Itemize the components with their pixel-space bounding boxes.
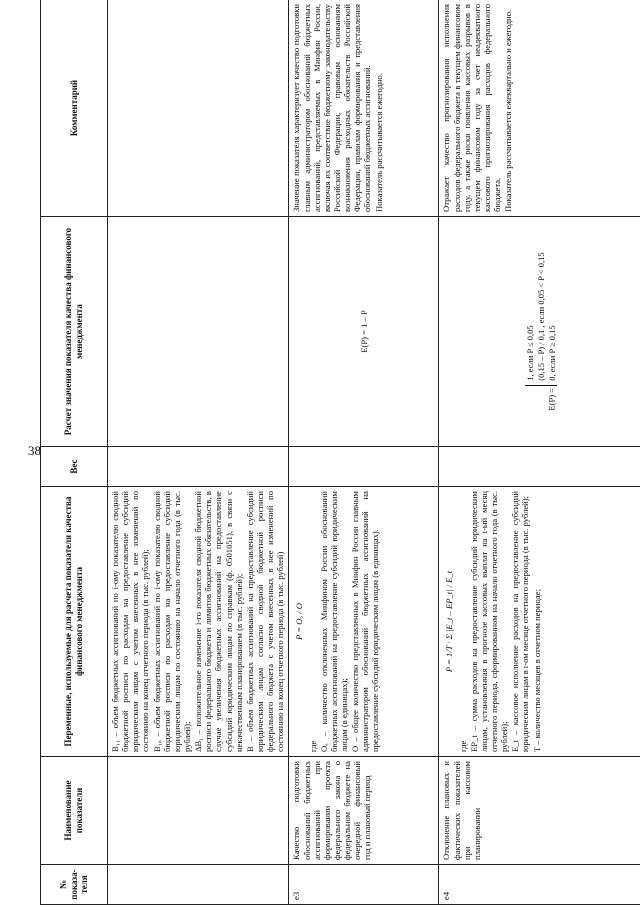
where-label: где	[307, 740, 318, 752]
cell-weight	[439, 447, 640, 487]
table-row-e3	[289, 0, 439, 905]
rotated-page	[40, 0, 640, 905]
cell-num: е4	[439, 865, 640, 905]
var-definition: B₁₁ – объем бюджетных ассигнований по i-ому показателю сводной бюджетной росписи по расходам на предоставление субсидий юридическим лицам с учетом внесенных в нее изменений по состоянию на конец отчетного периода (в тыс. рублей);	[110, 491, 151, 752]
table-row-continuation	[108, 0, 289, 905]
piecewise-brace	[525, 252, 557, 385]
cell-comment	[289, 0, 439, 217]
cell-num: е3	[289, 865, 439, 905]
header-vars: Переменные, используемые для расчета показателя качества финансового менеджмента	[41, 487, 108, 757]
formula: P = Oₐ / O	[294, 603, 305, 640]
var-definition: EP_t – сумма расходов на предоставление субсидий юридическим лицам, установленная в прогнозе кассовых выплат на t-ый месяц отчетного периода, сформированном на начало отчетного года (в тыс. рублей);	[468, 491, 510, 752]
var-definition: ΔB₁ – положительное изменение i-го показателя сводной бюджетной росписи федерального бюджета и лимитов бюджетных обязательств, в случае увеличения бюджетных ассигнований на предоставление субсидий юридическим лицам по справкам (ф. 0501051), в связи с некачественным планированием (в тыс. рублей);	[193, 491, 244, 752]
comment-text: Значение показателя характеризует качество подготовки главным администратором обоснований бюджетных ассигнований, представляемых в Минфин России, включая их соответствие бюджетному законодательству Российской Федерации, правовым основаниям возникновения расходных обязательств Российской Федерации, правилам формирования и представления обоснований бюджетных ассигнований.	[291, 4, 373, 212]
comment-text: Отражает качество прогнозирования исполнения расходов федерального бюджета в текущем финансовом году, а также риски появления кассовых разрывов в текущем финансовом году за счет неадекватного кассового прогнозирования расходов федерального бюджета.	[441, 4, 503, 212]
header-calc: Расчет значения показателя качества финансового менеджмента	[41, 217, 108, 447]
cell-vars	[439, 487, 640, 757]
var-definition: B – объем бюджетных ассигнований на предоставление субсидий юридическим лицам согласно сводной бюджетной росписи федерального бюджета с учетом внесенных в нее изменений по состоянию на конец отчетного периода (в тыс. рублей)	[244, 491, 286, 752]
cell-comment	[439, 0, 640, 217]
calc-case: (0,15 – P) / 0,1 , если 0,05 < P < 0,15	[536, 252, 547, 381]
cell-vars	[108, 487, 289, 757]
cell-num	[108, 865, 289, 905]
indicators-table	[40, 0, 640, 905]
calc-case: 0, если P ≥ 0,15	[546, 325, 557, 381]
where-label: где	[457, 740, 468, 752]
var-definition: E_t – кассовое исполнение расходов на предоставление субсидий юридическим лицам в t-ом месяце отчетного периода (в тыс. рублей);	[510, 491, 531, 752]
cell-name: Качество подготовки обоснований бюджетных ассигнований при формировании проекта федерального закона о федеральном бюджете на очередной финансовый год и плановый период	[289, 757, 439, 865]
cell-weight	[108, 447, 289, 487]
page-number: 38	[28, 443, 41, 458]
table-row-e4	[439, 0, 640, 905]
comment-text: Показатель рассчитывается ежеквартально и ежегодно.	[503, 9, 514, 212]
table-header-row	[41, 0, 108, 905]
var-definition: Oₐ – количество отклоненных Минфином России обоснований бюджетных ассигнований на предоставление субсидий юридическим лицам (в единицах);	[318, 491, 349, 752]
header-num: № показа-теля	[41, 865, 108, 905]
calc-prefix: E(P) =	[546, 387, 557, 411]
header-comment: Комментарий	[41, 0, 108, 217]
cell-weight	[289, 447, 439, 487]
var-definition: O – общее количество представленных в Минфин России главным администратором обоснований бюджетных ассигнований на предоставление субсидий юридическим лицам (в единицах).	[350, 491, 381, 752]
formula: P = 1/T · Σ |E_t – EP_t| / E_t	[444, 570, 455, 673]
comment-text: Показатель рассчитывается ежегодно.	[373, 73, 384, 212]
var-definition: B₁₀ – объем бюджетных ассигнований по i-ому показателю сводной бюджетной росписи по расходам на предоставление субсидий юридическим лицам по состоянию на начало отчетного года (в тыс. рублей);	[151, 491, 192, 752]
cell-vars	[289, 487, 439, 757]
header-name: Наименование показателя	[41, 757, 108, 865]
cell-comment	[108, 0, 289, 217]
cell-name: Отклонение плановых и фактических показателей при кассовом планировании	[439, 757, 640, 865]
var-definition: T – количество месяцев в отчетном периоде;	[531, 588, 542, 752]
cell-calc: E(P) = 1 – P	[289, 217, 439, 447]
cell-calc	[439, 217, 640, 447]
cell-calc	[108, 217, 289, 447]
cell-name	[108, 757, 289, 865]
header-weight: Вес	[41, 447, 108, 487]
calc-case: 1, если P ≤ 0,05	[525, 325, 536, 381]
